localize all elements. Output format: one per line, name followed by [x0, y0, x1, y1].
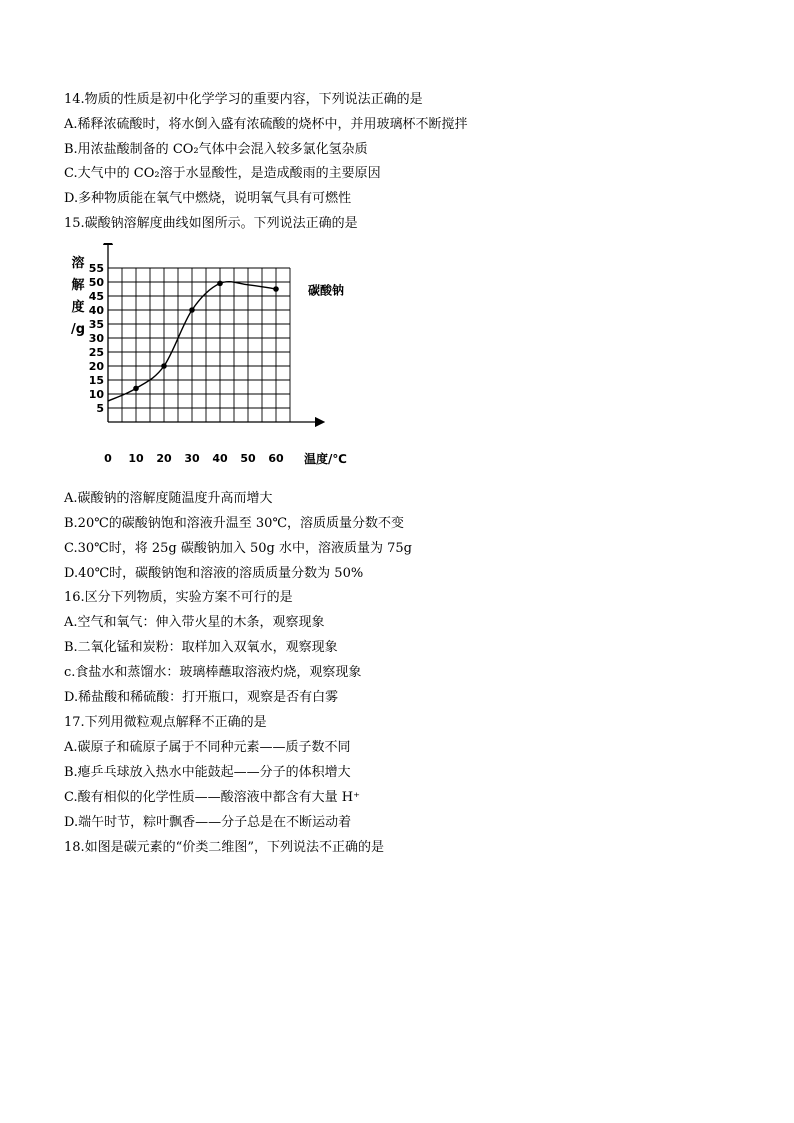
q14-stem: 14.物质的性质是初中化学学习的重要内容，下列说法正确的是	[64, 92, 423, 107]
x-tick-label: 10	[128, 452, 144, 465]
x-tick-label: 40	[212, 452, 228, 465]
q17-option-c: C.酸有相似的化学性质——酸溶液中都含有大量 H⁺	[64, 790, 360, 805]
y-axis-label-char: 解	[71, 278, 85, 293]
data-point	[189, 307, 195, 313]
q15-option-c: C.30℃时，将 25g 碳酸钠加入 50g 水中，溶液质量为 75g	[64, 541, 412, 556]
q17-stem: 17.下列用微粒观点解释不正确的是	[64, 715, 267, 730]
y-tick-label: 55	[88, 262, 104, 275]
chart-grid	[108, 268, 290, 422]
chart-axes	[108, 243, 320, 422]
y-tick-label: 45	[88, 290, 104, 303]
x-axis-label: 温度/℃	[304, 452, 347, 466]
data-point	[133, 386, 139, 392]
data-point	[161, 363, 167, 369]
q14-option-c: C.大气中的 CO₂溶于水显酸性，是造成酸雨的主要原因	[64, 166, 381, 181]
x-tick-labels	[104, 452, 284, 465]
y-tick-label: 5	[96, 402, 104, 415]
y-axis-label-char: 度	[71, 300, 85, 315]
q17-option-a: A.碳原子和硫原子属于不同种元素——质子数不同	[64, 740, 351, 755]
x-tick-label: 0	[104, 452, 112, 465]
y-tick-label: 20	[88, 360, 104, 373]
q16-option-c: c.食盐水和蒸馏水：玻璃棒蘸取溶液灼烧，观察现象	[64, 665, 362, 680]
q14-option-d: D.多种物质能在氧气中燃烧，说明氧气具有可燃性	[64, 191, 352, 206]
data-point	[217, 281, 223, 287]
y-tick-label: 50	[88, 276, 104, 289]
y-tick-labels	[89, 262, 105, 415]
q16-option-d: D.稀盐酸和稀硫酸：打开瓶口，观察是否有白雾	[64, 690, 339, 705]
q15-option-a: A.碳酸钠的溶解度随温度升高而增大	[64, 491, 273, 506]
q16-option-b: B.二氧化锰和炭粉：取样加入双氧水，观察现象	[64, 640, 338, 655]
x-tick-label: 50	[240, 452, 256, 465]
x-tick-label: 20	[156, 452, 172, 465]
y-tick-label: 25	[88, 346, 104, 359]
y-tick-label: 35	[88, 318, 104, 331]
data-point	[273, 286, 279, 292]
y-tick-label: 40	[88, 304, 104, 317]
solubility-chart	[66, 243, 366, 475]
q15-option-b: B.20℃的碳酸钠饱和溶液升温至 30℃，溶质质量分数不变	[64, 516, 404, 531]
q14-option-a: A.稀释浓硫酸时，将水倒入盛有浓硫酸的烧杯中，并用玻璃杯不断搅拌	[64, 117, 468, 132]
y-tick-label: 30	[88, 332, 104, 345]
y-tick-label: 15	[88, 374, 104, 387]
series-label: 碳酸钠	[308, 283, 345, 298]
q16-stem: 16.区分下列物质，实验方案不可行的是	[64, 590, 293, 605]
y-axis-label	[71, 255, 86, 337]
q17-option-d: D.端午时节，粽叶飘香——分子总是在不断运动着	[64, 815, 352, 830]
y-axis-label-char: 溶	[71, 256, 85, 271]
q16-option-a: A.空气和氧气：伸入带火星的木条，观察现象	[64, 615, 325, 630]
y-tick-label: 10	[88, 388, 104, 401]
q14-option-b: B.用浓盐酸制备的 CO₂气体中会混入较多氯化氢杂质	[64, 142, 368, 157]
x-tick-label: 60	[268, 452, 284, 465]
q17-option-b: B.瘪乒乓球放入热水中能鼓起——分子的体积增大	[64, 765, 351, 780]
q15-option-d: D.40℃时，碳酸钠饱和溶液的溶质质量分数为 50%	[64, 566, 364, 581]
q15-stem: 15.碳酸钠溶解度曲线如图所示。下列说法正确的是	[64, 216, 358, 231]
q18-stem: 18.如图是碳元素的“价类二维图”，下列说法不正确的是	[64, 840, 384, 855]
x-tick-label: 30	[184, 452, 200, 465]
y-axis-label-char: /g	[70, 322, 86, 337]
